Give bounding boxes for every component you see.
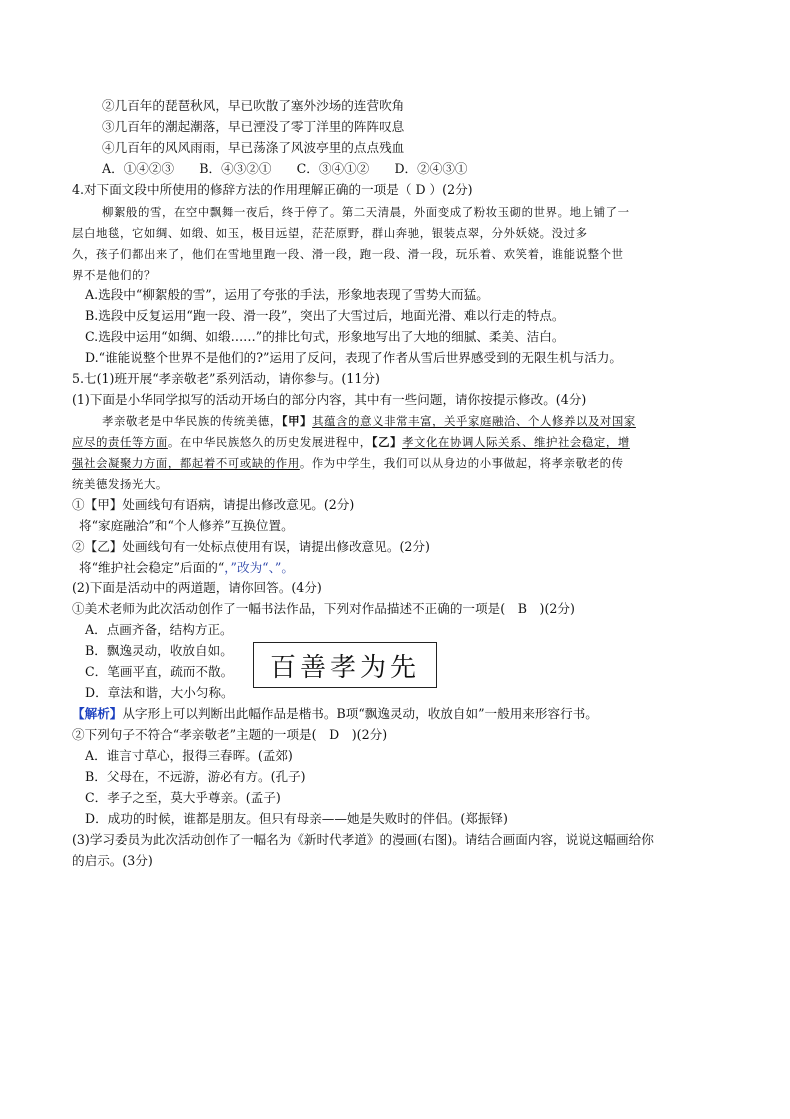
- q5-passage-line-4: 统美德发扬光大。: [72, 477, 168, 491]
- q5-passage-line-1: [102, 412, 636, 430]
- q5-art-option-c: C．笔画平直，疏而不散。: [85, 664, 234, 679]
- q4-passage-line-3: 久，孩子们都出来了，他们在雪地里跑一段、滑一段，跑一段、滑一段，玩乐着、欢笑着，谁能说整个世: [72, 247, 624, 261]
- analysis-text: 从字形上可以判断出此幅作品是楷书。B项“飘逸灵动，收放自如”一般用来形容行书。: [122, 706, 598, 721]
- q5-sentence-option-a: A．谁言寸草心，报得三春晖。(孟郊): [85, 748, 293, 763]
- underlined-sentence-yi: 孝文化在协调人际关系、维护社会稳定，增: [402, 435, 630, 449]
- q5-art-option-b: B．飘逸灵动，收放自如。: [85, 643, 233, 658]
- q4-option-c: C.选段中运用“如绸、如缎……”的排比句式，形象地写出了大地的细腻、柔美、洁白。: [85, 329, 565, 344]
- q5-sentence-option-b: B．父母在，不远游，游必有方。(孔子): [85, 769, 306, 784]
- q5-sub3-stem-line-1: (3)学习委员为此次活动创作了一幅名为《新时代孝道》的漫画(右图)。请结合画面内容，说说这幅画给你: [72, 832, 654, 847]
- q5-yi-question: ②【乙】处画线句有一处标点使用有误，请提出修改意见。(2分): [72, 539, 430, 554]
- underlined-sentence-jia-end: 应尽的责任等方面: [72, 435, 168, 449]
- q5-passage-line-2: [72, 433, 630, 451]
- analysis-tag: 【解析】: [72, 706, 123, 721]
- answer-text: 将“维护社会稳定”后面的“: [79, 560, 225, 575]
- q4-option-b: B.选段中反复运用“跑一段、滑一段”，突出了大雪过后，地面光滑、难以行走的特点。: [85, 308, 565, 323]
- passage-text: 。在中华民族悠久的历史发展进程中，: [167, 435, 372, 449]
- mark-yi: 【乙】: [371, 435, 403, 449]
- q4-passage-line-1: 柳絮般的雪，在空中飘舞一夜后，终于停了。第二天清晨，外面变成了粉妆玉砌的世界。地上铺了一: [102, 205, 630, 219]
- q3-choices: A．①④②③ B．④③②① C．③④①② D．②④③①: [102, 161, 468, 176]
- q4-passage-line-4: 界不是他们的？: [72, 268, 156, 282]
- q5-art-option-a: A．点画齐备，结构方正。: [85, 622, 233, 637]
- q5-sentence-question: ②下列句子不符合“孝亲敬老”主题的一项是( D )(2分): [72, 727, 388, 742]
- mark-jia: 【甲】: [281, 414, 313, 428]
- q3-option-2: ②几百年的琵琶秋风，早已吹散了塞外沙场的连营吹角: [102, 98, 405, 113]
- q5-art-question: ①美术老师为此次活动创作了一幅书法作品，下列对作品描述不正确的一项是( B )(2分): [72, 601, 575, 616]
- calligraphy-artwork: [253, 642, 437, 688]
- answer-text-blue: ，”改为“、”。: [224, 560, 294, 575]
- q5-analysis: [72, 705, 598, 723]
- q5-sub3-stem-line-2: 的启示。(3分): [72, 853, 153, 868]
- calligraphy-text: 百善孝为先: [269, 652, 420, 683]
- q5-jia-answer: 将“家庭融洽”和“个人修养”互换位置。: [79, 518, 294, 533]
- q5-art-option-d: D．章法和谐，大小匀称。: [85, 685, 234, 700]
- q5-stem: 5.七(1)班开展“孝亲敬老”系列活动，请你参与。(11分): [72, 371, 380, 386]
- q4-stem: 4.对下面文段中所使用的修辞方法的作用理解正确的一项是（ D ）(2分): [72, 182, 473, 197]
- q5-jia-question: ①【甲】处画线句有语病，请提出修改意见。(2分): [72, 497, 355, 512]
- q5-sub1-stem: (1)下面是小华同学拟写的活动开场白的部分内容，其中有一些问题，请你按提示修改。(4分): [72, 392, 587, 407]
- q5-sentence-option-d: D．成功的时候，谁都是朋友。但只有母亲——她是失败时的伴侣。(郑振铎): [85, 811, 508, 826]
- q5-yi-answer: [79, 559, 294, 577]
- underlined-sentence-yi-end: 强社会凝聚力方面，都起着不可或缺的作用: [72, 456, 300, 470]
- q5-passage-line-3: [72, 454, 624, 472]
- q3-option-3: ③几百年的潮起潮落，早已湮没了零丁洋里的阵阵叹息: [102, 119, 405, 134]
- underlined-sentence-jia: 其蕴含的意义非常丰富，关乎家庭融洽、个人修养以及对国家: [312, 414, 636, 428]
- q5-sentence-option-c: C．孝子之至，莫大乎尊亲。(孟子): [85, 790, 281, 805]
- q5-sub2-stem: (2)下面是活动中的两道题，请你回答。(4分): [72, 580, 322, 595]
- passage-text: 孝亲敬老是中华民族的传统美德，: [102, 414, 282, 428]
- q4-passage-line-2: 层白地毯，它如绸、如缎、如玉，极目远望，茫茫原野，群山奔驰，银装点翠，分外妖娆。没过多: [72, 226, 588, 240]
- q4-option-a: A.选段中“柳絮般的雪”，运用了夸张的手法，形象地表现了雪势大而猛。: [85, 287, 489, 302]
- passage-text: 。作为中学生，我们可以从身边的小事做起，将孝亲敬老的传: [299, 456, 624, 470]
- q4-option-d: D.“谁能说整个世界不是他们的?”运用了反问，表现了作者从雪后世界感受到的无限生机与活力。: [85, 350, 623, 365]
- q3-option-4: ④几百年的风风雨雨，早已荡涤了风波亭里的点点残血: [102, 140, 405, 155]
